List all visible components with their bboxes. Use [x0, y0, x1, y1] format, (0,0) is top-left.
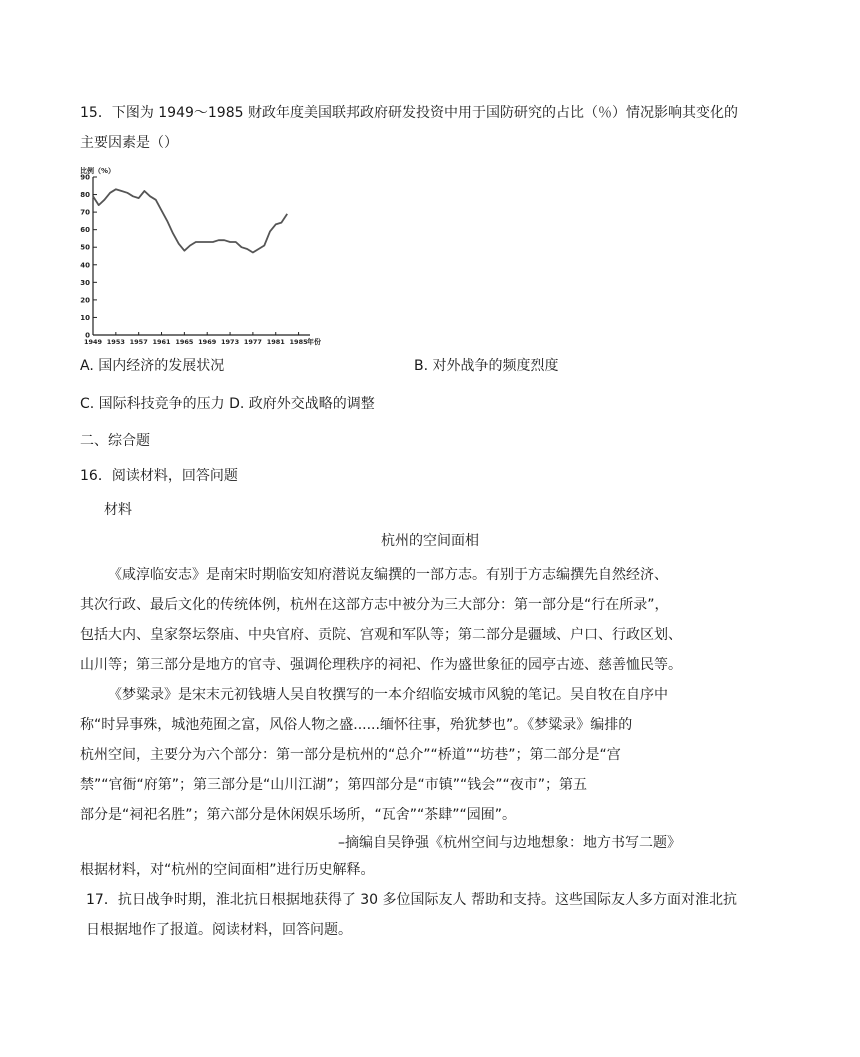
- q15-option-a: A. 国内经济的发展状况: [80, 358, 225, 374]
- y-tick-label: 30: [80, 278, 90, 287]
- q17-line1: 17．抗日战争时期，淮北抗日根据地获得了 30 多位国际友人 帮助和支持。这些国际友人多方面对淮北抗: [86, 892, 737, 908]
- y-tick-label: 50: [80, 243, 90, 252]
- q16-p2-line: 《梦粱录》是宋末元初钱塘人吴自牧撰写的一本介绍临安城市风貌的笔记。吴自牧在自序中: [108, 687, 668, 703]
- q16-stem: 16．阅读材料，回答问题: [80, 468, 238, 484]
- q16-p2-line: 禁”“官衙“府第”；第三部分是“山川江湖”；第四部分是“市镇”“钱会”“夜市”；第五: [80, 777, 588, 793]
- q15-option-cd: C. 国际科技竞争的压力 D. 政府外交战略的调整: [80, 396, 375, 412]
- q16-p2-line: 杭州空间，主要分为六个部分：第一部分是杭州的“总介”“桥道”“坊巷”；第二部分是“宫: [80, 747, 621, 763]
- x-tick-label: 1957: [129, 338, 148, 346]
- y-tick-label: 70: [80, 208, 90, 217]
- q15-stem-line1: 15．下图为 1949～1985 财政年度美国联邦政府研发投资中用于国防研究的占比（％）情况影响其变化的: [80, 105, 738, 121]
- chart-xlabel: 年份: [307, 338, 321, 346]
- q16-p1-line: 其次行政、最后文化的传统体例，杭州在这部方志中被分为三大部分：第一部分是“行在所录”，: [80, 597, 669, 613]
- series-line: [93, 189, 287, 252]
- q16-p2-line: 称“时异事殊，城池苑囿之富，风俗人物之盛......缅怀往事，殆犹梦也”。《梦粱录》编排的: [80, 717, 633, 733]
- y-tick-label: 0: [85, 331, 90, 340]
- q16-p2-line: 部分是“祠祀名胜”；第六部分是休闲娱乐场所，“瓦舍”“茶肆”“园囿”。: [80, 807, 517, 823]
- x-tick-label: 1981: [266, 338, 285, 346]
- y-tick-label: 10: [80, 313, 90, 322]
- y-tick-label: 90: [80, 173, 90, 182]
- x-tick-label: 1969: [198, 338, 217, 346]
- y-tick-label: 80: [80, 191, 90, 200]
- q17-line2: 日根据地作了报道。阅读材料，回答问题。: [86, 922, 352, 938]
- x-tick-label: 1949: [83, 338, 103, 346]
- q15-stem-line2: 主要因素是（）: [80, 135, 178, 151]
- defense-research-share-chart: [78, 163, 323, 348]
- section-heading: 二、综合题: [80, 433, 150, 449]
- y-tick-label: 20: [80, 296, 90, 305]
- chart-ylabel: 比例（%）: [80, 167, 116, 175]
- x-tick-label: 1977: [243, 338, 262, 346]
- q16-p1-line: 《咸淳临安志》是南宋时期临安知府潜说友编撰的一部方志。有别于方志编撰先自然经济、: [108, 567, 668, 583]
- x-tick-label: 1965: [175, 338, 194, 346]
- y-tick-label: 40: [80, 261, 90, 270]
- x-tick-label: 1961: [152, 338, 171, 346]
- q16-question: 根据材料，对“杭州的空间面相”进行历史解释。: [80, 862, 375, 878]
- q16-p1-line: 山川等；第三部分是地方的官寺、强调伦理秩序的祠祀、作为盛世象征的园亭古迹、慈善恤民等。: [80, 657, 682, 673]
- q16-material-label: 材料: [104, 502, 132, 518]
- x-tick-label: 1953: [106, 338, 125, 346]
- q15-option-b: B. 对外战争的频度烈度: [414, 358, 559, 374]
- q16-material-title: 杭州的空间面相: [381, 533, 479, 549]
- x-tick-label: 1985: [289, 338, 308, 346]
- y-tick-label: 60: [80, 226, 90, 235]
- q16-p1-line: 包括大内、皇家祭坛祭庙、中央官府、贡院、宫观和军队等；第二部分是疆域、户口、行政区划、: [80, 627, 682, 643]
- x-tick-label: 1973: [221, 338, 240, 346]
- q16-source: –摘编自吴铮强《杭州空间与边地想象：地方书写二题》: [338, 835, 681, 851]
